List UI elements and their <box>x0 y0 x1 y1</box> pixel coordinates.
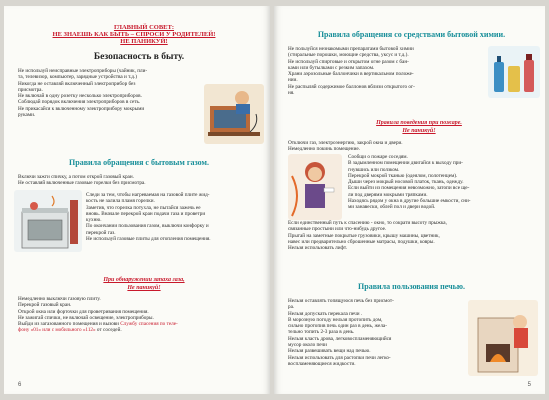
text-line: та, телевизор, компьютер, зарядные устройства и т.д.) <box>18 74 137 81</box>
text-line: Никогда не оставляй включенный электроприбор без <box>18 80 136 87</box>
gas-smell-subtitle: Не паникуй! <box>127 285 161 291</box>
text-line: кухню. <box>86 217 102 224</box>
text-line: Перекрой газовый кран. <box>18 302 72 309</box>
text-line: кость не залила пламя горелки. <box>86 198 155 205</box>
text-line: Заметив, что горелка потухла, не пытайся зажечь ее <box>86 204 201 211</box>
advice-title: ГЛАВНЫЙ СОВЕТ: <box>113 24 175 31</box>
fire-intro-text <box>288 140 538 153</box>
rescue-service-text: Службу спасения по теле- <box>120 321 178 328</box>
text-line: гнувшись или ползком. <box>348 166 400 173</box>
advice-line-1: НЕ ЗНАЕШЬ КАК БЫТЬ – СПРОСИ У РОДИТЕЛЕЙ! <box>52 31 216 38</box>
text-line: Нельзя класть дрова, легковоспламеняющийся <box>288 335 392 342</box>
left-page <box>4 6 270 394</box>
text-line: Открой окна или форточки для проветривания помещения. <box>18 308 149 315</box>
text-fragment: от соседей. <box>95 327 122 334</box>
text-line: Не зажигай спички, не включай освещение, электроприборы. <box>18 314 154 321</box>
text-line: Перекрой мокрой тканью (одеялом, полотенцем). <box>348 172 458 179</box>
home-safety-text <box>18 68 208 118</box>
gas-stove-illustration <box>14 190 82 252</box>
text-line: Нельзя оставлять топящуюся печь без присмот- <box>288 298 394 304</box>
text-line: сильно протопив печь один раз в день, жела- <box>288 323 387 330</box>
text-line: Немедленно покинь помещение. <box>288 146 360 153</box>
text-line: (стиральные порошки, моющие средства, уксус и т.д.). <box>288 52 409 59</box>
text-fragment: Выйди из загазованного помещения и вызови <box>18 321 121 328</box>
section-chemicals-title: Правила обращения со средствами бытовой химии. <box>317 30 506 39</box>
text-line: нии. <box>288 77 298 84</box>
text-line: воспламеняющиеся жидкости. <box>288 360 356 367</box>
section-gas-title: Правила обращения с бытовым газом. <box>69 158 209 167</box>
text-line: присмотра. <box>18 86 43 93</box>
stove-illustration <box>468 300 538 376</box>
gas-smell-title: При обнаружении запаха газа, <box>103 277 185 283</box>
fire-title: Правила поведения при пожаре. <box>376 120 462 126</box>
fire-subtitle: Не паникуй! <box>402 128 436 134</box>
text-line: навес или предварительно сброшенные матрасы, подушки, ковры. <box>288 238 435 245</box>
text-line: ра. <box>288 304 295 311</box>
text-line: Нельзя использовать для растопки печи легко- <box>288 354 391 361</box>
text-line <box>18 327 263 333</box>
text-line: Не используй неисправные электроприборы (чайник, пли- <box>18 68 148 74</box>
text-line: связанные простыни или что-нибудь другое. <box>288 226 387 233</box>
text-line: ли под дверями мокрыми тряпками. <box>348 191 428 198</box>
text-line: вновь. Вначале перекрой кран подачи газа и проветри <box>86 210 206 217</box>
text-line: Отключи газ, электроэнергию, закрой окна и двери. <box>288 140 403 146</box>
text-line: Не распыляй содержимое баллонов вблизи открытого ог- <box>288 83 415 90</box>
text-line: Не оставляй включенные газовые горелки без присмотра. <box>18 180 146 187</box>
text-line: Дыши через мокрый носовой платок, ткань, одежду. <box>348 179 464 186</box>
text-line: Прыгай на заметные покрытые грузовики, крышу машины, цветник, <box>288 232 440 239</box>
text-line: Если единственный путь к спасению - окно, то сократи высоту прыжка, <box>288 220 447 226</box>
section-home-safety-title: Безопасность в быту. <box>93 52 185 62</box>
gas-rules-text <box>86 192 264 242</box>
text-line: Следи за тем, чтобы нагреваемая на газовой плите жид- <box>86 192 210 198</box>
text-line: перекрой газ. <box>86 229 116 236</box>
text-line: В морозную погоду нельзя протопить дом, <box>288 316 383 323</box>
text-line: мусор около печи <box>288 342 327 349</box>
text-line: Сообщи о пожаре соседям. <box>348 154 408 160</box>
text-line: Не прикасайся к включенному электроприбору мокрыми <box>18 105 145 112</box>
text-line: Не пользуйся незнакомыми препаратами бытовой химии <box>288 46 414 52</box>
gas-smell-text <box>18 296 263 334</box>
page-number-left: 6 <box>18 382 22 388</box>
right-page <box>274 6 545 394</box>
text-line: тельно топить 2-3 раза в день. <box>288 329 355 336</box>
text-line: ня. <box>288 90 295 97</box>
rescue-phone-text: фону «01» или с мобильного «112» <box>18 327 96 334</box>
text-line: В задымленном помещении двигайся к выходу при- <box>348 160 463 167</box>
text-line: Если выйти из помещения невозможно, затопи все ще- <box>348 185 470 192</box>
text-line: Не включай в одну розетку несколько электроприборов. <box>18 93 142 100</box>
text-line: Нельзя развешивать вещи над печью. <box>288 348 371 355</box>
chemicals-text <box>288 46 488 96</box>
advice-line-2: НЕ ПАНИКУЙ! <box>120 38 168 45</box>
text-line: ками или бутылками с резким запахом. <box>288 64 375 71</box>
household-chemicals-illustration <box>488 46 540 98</box>
page-number-right: 5 <box>527 382 531 388</box>
section-stove-title: Правила пользования печью. <box>358 282 465 291</box>
stove-text <box>288 298 464 367</box>
gas-intro-text <box>18 174 258 187</box>
text-line: Находясь рядом у окна в другие большие емкости, сни- <box>348 198 471 205</box>
text-line: Соблюдай порядок включения электроприборов в сеть. <box>18 99 141 106</box>
text-line: ми занавески, облей пол и двери водой. <box>348 204 436 211</box>
text-line: Не используй спиртовые и открытом огне разом с бан- <box>288 58 409 65</box>
text-line: Включи зажги спичку, а потом открой газовый кран. <box>18 174 134 180</box>
text-line: Немедленно выключи газовую плиту. <box>18 296 101 302</box>
appliance-illustration <box>204 84 264 144</box>
text-line: руками. <box>18 112 36 119</box>
text-line: По окончании пользования газом, выключи конфорку и <box>86 223 209 230</box>
fire-window-text <box>288 220 540 251</box>
text-line: Нельзя использовать лифт. <box>288 245 348 252</box>
text-line: Не используй газовые плиты для отопления помещения. <box>86 236 211 243</box>
fire-escape-illustration <box>288 154 342 220</box>
text-line: Храни аэрозольные баллончики в вертикальном положе- <box>288 71 414 78</box>
fire-rules-text <box>348 154 538 211</box>
text-line: Нельзя допускать перекала печи . <box>288 310 363 317</box>
